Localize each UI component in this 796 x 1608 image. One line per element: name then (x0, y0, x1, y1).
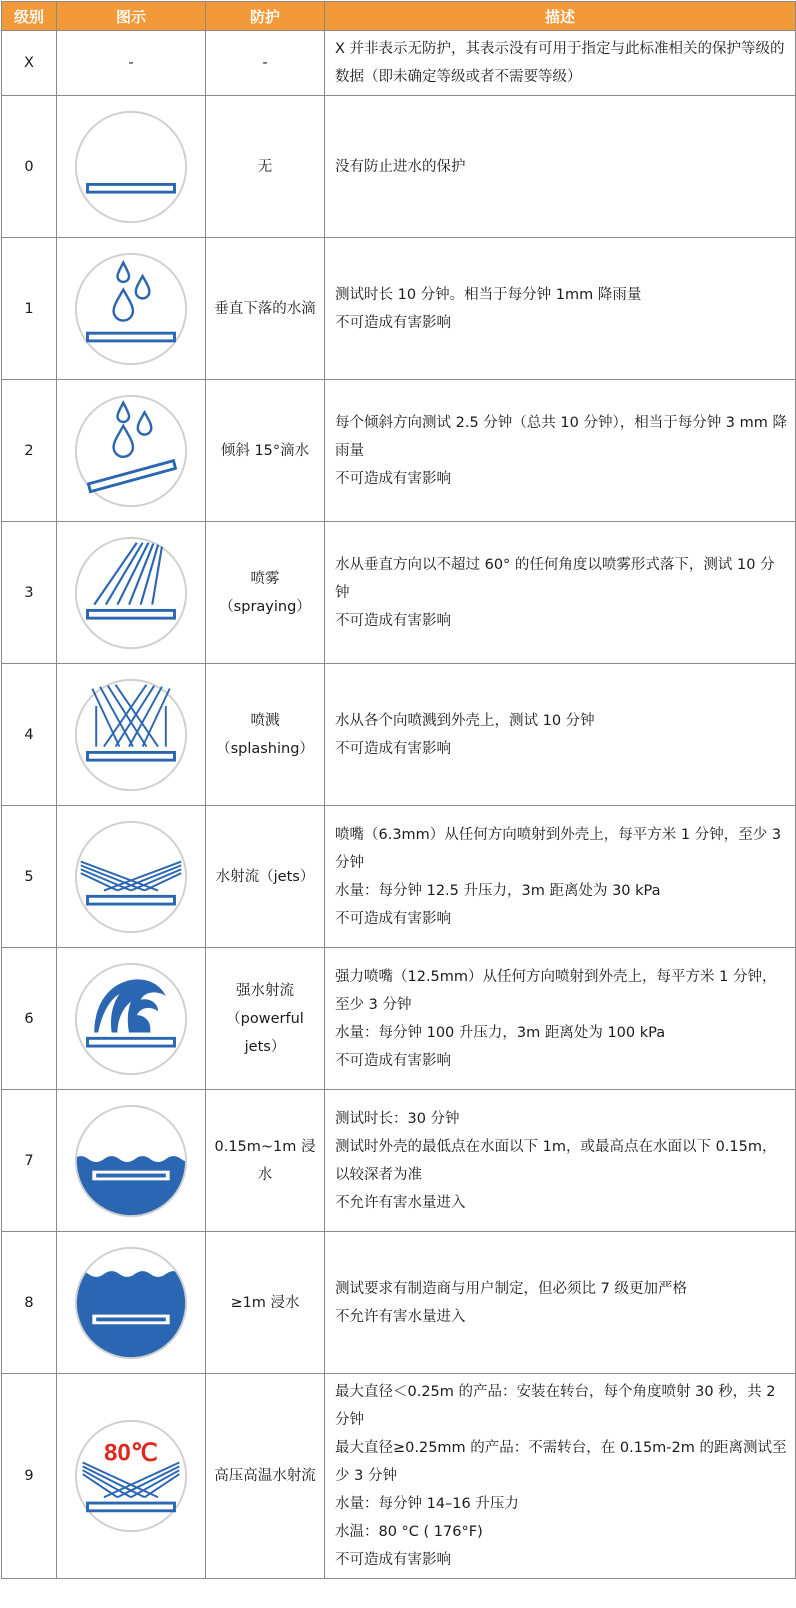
description-line: 测试时长 10 分钟。相当于每分钟 1mm 降雨量 (335, 286, 642, 303)
icon-cell (57, 1374, 206, 1579)
description-cell (325, 1374, 796, 1579)
protection-cell: 无 (206, 96, 325, 238)
icon-cell: - (57, 31, 206, 96)
header-icon: 图示 (57, 2, 206, 31)
protection-cell: 垂直下落的水滴 (206, 238, 325, 380)
icon-cell (57, 1232, 206, 1374)
level-cell: 8 (2, 1232, 57, 1374)
level-cell: 3 (2, 522, 57, 664)
icon-cell (57, 96, 206, 238)
table-row (2, 1090, 796, 1232)
description-line: 水量：每分钟 100 升压力，3m 距离处为 100 kPa (335, 1024, 666, 1041)
vertical-drip-icon (73, 251, 189, 367)
description-line: 没有防止进水的保护 (335, 158, 466, 175)
table-row (2, 1374, 796, 1579)
description-cell (325, 1232, 796, 1374)
level-cell: 2 (2, 380, 57, 522)
description-line: 强力喷嘴（12.5mm）从任何方向喷射到外壳上，每平方米 1 分钟，至少 3 分钟 (335, 968, 777, 1013)
icon-cell (57, 948, 206, 1090)
description-cell (325, 31, 796, 96)
protection-cell: 0.15m~1m 浸水 (206, 1090, 325, 1232)
description-line: 水从垂直方向以不超过 60° 的任何角度以喷雾形式落下，测试 10 分钟 (335, 556, 775, 601)
icon-cell (57, 806, 206, 948)
splash-icon (73, 677, 189, 793)
header-description: 描述 (325, 2, 796, 31)
table-row (2, 948, 796, 1090)
description-line: 水从各个向喷溅到外壳上，测试 10 分钟 (335, 712, 595, 729)
ip-rating-table (1, 1, 796, 1579)
deep-immersion-icon (73, 1245, 189, 1361)
description-cell (325, 238, 796, 380)
level-cell: 1 (2, 238, 57, 380)
level-cell: 5 (2, 806, 57, 948)
table-row (2, 806, 796, 948)
no-protection-icon (73, 109, 189, 225)
description-line: 测试时长：30 分钟 (335, 1110, 460, 1127)
protection-cell: ≥1m 浸水 (206, 1232, 325, 1374)
temperature-label: 80℃ (104, 1439, 158, 1467)
description-cell (325, 1090, 796, 1232)
table-row (2, 238, 796, 380)
description-line: 不可造成有害影响 (335, 1052, 451, 1069)
description-line: 不可造成有害影响 (335, 910, 451, 927)
protection-cell: 强水射流（powerful jets） (206, 948, 325, 1090)
description-line: 不可造成有害影响 (335, 740, 451, 757)
immersion-icon (73, 1103, 189, 1219)
description-line: 水量：每分钟 12.5 升压力，3m 距离处为 30 kPa (335, 882, 661, 899)
description-line: X 并非表示无防护，其表示没有可用于指定与此标准相关的保护等级的数据（即未确定等级或者不需要等级） (335, 41, 785, 85)
description-line: 不允许有害水量进入 (335, 1308, 466, 1325)
powerful-jets-icon (73, 961, 189, 1077)
spray-icon (73, 535, 189, 651)
description-line: 最大直径≥0.25mm 的产品：不需转台，在 0.15m-2m 的距离测试至少 3 分钟 (335, 1440, 787, 1484)
description-cell (325, 664, 796, 806)
description-cell (325, 806, 796, 948)
protection-cell: 高压高温水射流 (206, 1374, 325, 1579)
table-row (2, 380, 796, 522)
description-line: 水量：每分钟 14–16 升压力 (335, 1496, 519, 1512)
level-cell: 9 (2, 1374, 57, 1579)
description-line: 不可造成有害影响 (335, 612, 451, 629)
icon-cell (57, 380, 206, 522)
table-row (2, 96, 796, 238)
description-line: 测试要求有制造商与用户制定，但必须比 7 级更加严格 (335, 1280, 687, 1297)
description-line: 测试时外壳的最低点在水面以下 1m，或最高点在水面以下 0.15m，以较深者为准 (335, 1138, 777, 1183)
header-level: 级别 (2, 2, 57, 31)
icon-cell (57, 522, 206, 664)
protection-cell: 喷溅（splashing） (206, 664, 325, 806)
protection-cell: 喷雾（spraying） (206, 522, 325, 664)
description-cell (325, 96, 796, 238)
icon-cell (57, 1090, 206, 1232)
icon-cell (57, 664, 206, 806)
protection-cell: 水射流（jets） (206, 806, 325, 948)
table-row (2, 1232, 796, 1374)
description-cell (325, 948, 796, 1090)
description-cell (325, 380, 796, 522)
description-line: 每个倾斜方向测试 2.5 分钟（总共 10 分钟），相当于每分钟 3 mm 降雨量 (335, 414, 787, 459)
description-line: 不可造成有害影响 (335, 1552, 451, 1568)
description-line: 不允许有害水量进入 (335, 1194, 466, 1211)
table-header-row (2, 2, 796, 31)
table-row (2, 522, 796, 664)
description-line: 不可造成有害影响 (335, 470, 451, 487)
description-cell (325, 522, 796, 664)
level-cell: 7 (2, 1090, 57, 1232)
level-cell: 4 (2, 664, 57, 806)
description-line: 不可造成有害影响 (335, 314, 451, 331)
level-cell: X (2, 31, 57, 96)
protection-cell: - (206, 31, 325, 96)
description-line: 水温：80 °C ( 176°F) (335, 1524, 483, 1540)
hot-jets-icon (73, 1418, 189, 1534)
protection-cell: 倾斜 15°滴水 (206, 380, 325, 522)
description-line: 喷嘴（6.3mm）从任何方向喷射到外壳上，每平方米 1 分钟，至少 3 分钟 (335, 826, 782, 871)
level-cell: 6 (2, 948, 57, 1090)
header-protection: 防护 (206, 2, 325, 31)
jets-icon (73, 819, 189, 935)
table-row (2, 31, 796, 96)
description-line: 最大直径＜0.25m 的产品：安装在转台，每个角度喷射 30 秒，共 2 分钟 (335, 1384, 776, 1428)
icon-cell (57, 238, 206, 380)
level-cell: 0 (2, 96, 57, 238)
table-row (2, 664, 796, 806)
tilted-drip-icon (73, 393, 189, 509)
